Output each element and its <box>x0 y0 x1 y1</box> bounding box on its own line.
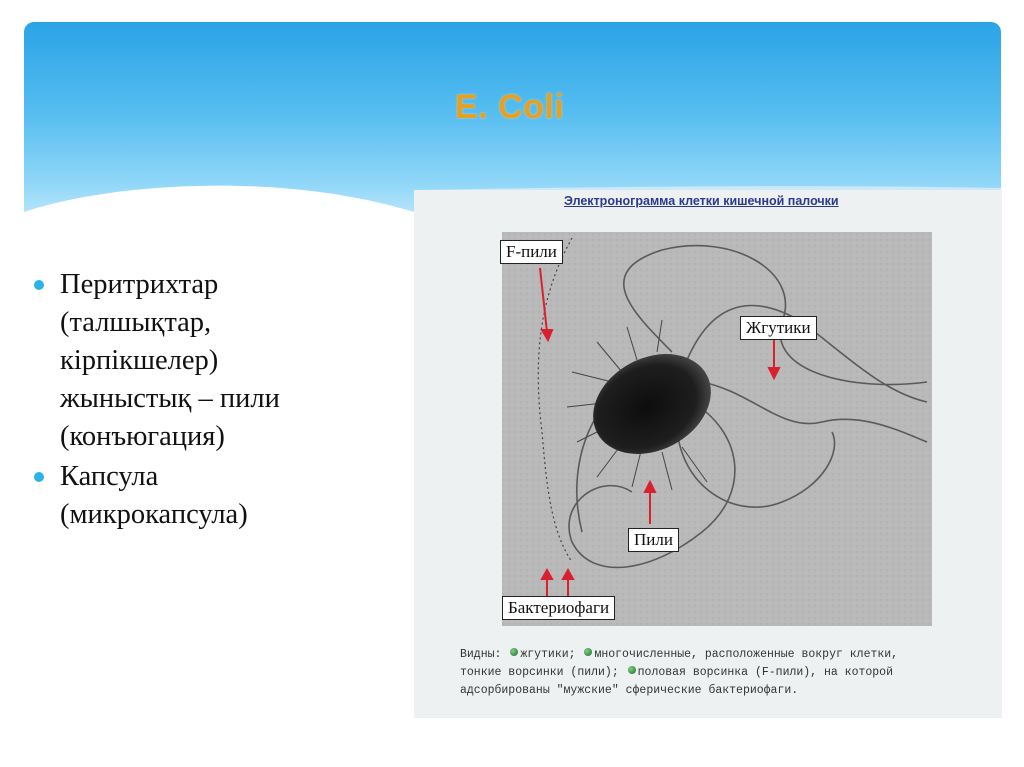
electron-micrograph <box>502 232 932 626</box>
slide-title: E. Coli <box>455 88 565 126</box>
bullet-line: (конъюгация) <box>60 421 225 452</box>
green-marker-icon <box>510 648 518 656</box>
label-flagella: Жгутики <box>740 316 817 340</box>
label-bacteriophages: Бактериофаги <box>502 596 615 620</box>
green-marker-icon <box>584 648 592 656</box>
green-marker-icon <box>628 666 636 674</box>
caption-text: тонкие ворсинки (пили); <box>460 666 626 679</box>
bullet-line: (микрокапсула) <box>60 499 248 530</box>
bullet-dot <box>34 280 44 290</box>
caption-text: многочисленные, расположенные вокруг клетки, <box>594 648 899 661</box>
caption-text: жгутики; <box>520 648 583 661</box>
label-pili: Пили <box>628 528 679 552</box>
bullet-line: Перитрихтар <box>60 269 219 300</box>
bullet-list <box>34 266 404 536</box>
bullet-dot <box>34 472 44 482</box>
caption-line-3: адсорбированы "мужские" сферические бактериофаги. <box>460 684 799 697</box>
figure-title: Электронограмма клетки кишечной палочки <box>564 194 839 208</box>
figure-caption <box>460 646 980 700</box>
micrograph-background <box>502 232 932 626</box>
bullet-line: кірпікшелер) <box>60 345 219 376</box>
caption-text: половая ворсинка (F-пили), на которой <box>637 666 893 679</box>
bullet-item-capsule <box>34 458 404 534</box>
bullet-item-peritrichous <box>34 266 404 456</box>
caption-line-2 <box>460 664 980 682</box>
bullet-line: жыныстық – пили <box>60 383 280 414</box>
label-f-pili: F-пили <box>500 240 563 264</box>
bullet-line: (талшықтар, <box>60 307 212 338</box>
caption-text: Видны: <box>460 648 509 661</box>
caption-line-1 <box>460 646 980 664</box>
micrograph-figure <box>414 190 1002 718</box>
bullet-line: Капсула <box>60 461 159 492</box>
